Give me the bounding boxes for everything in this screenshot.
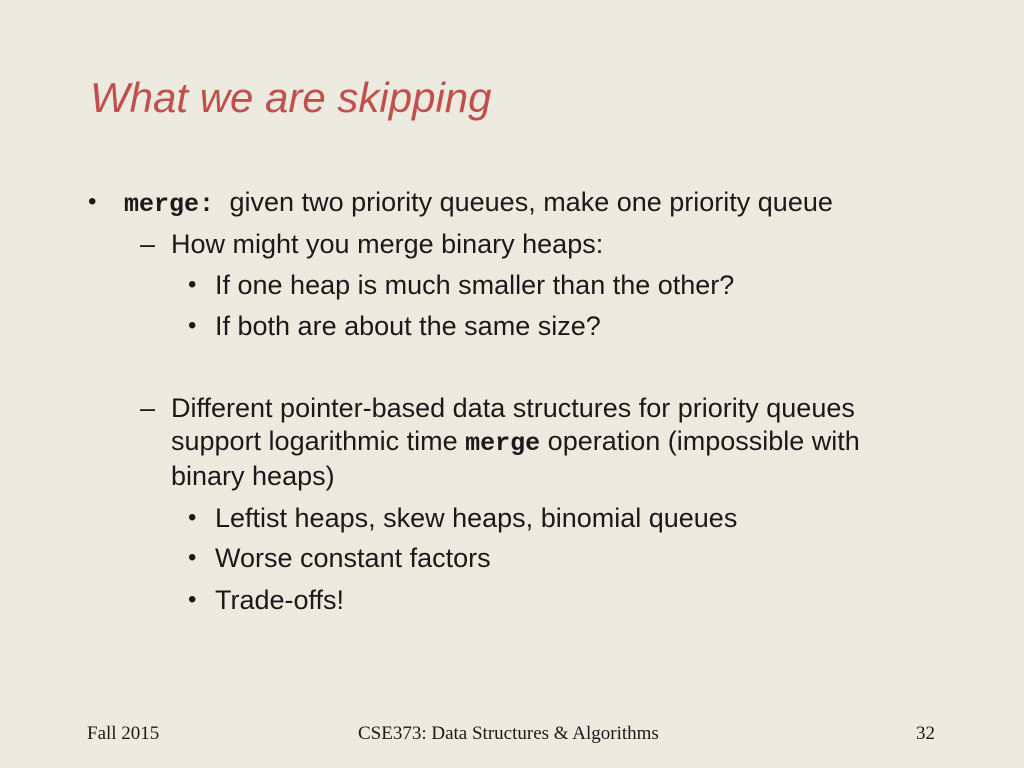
dash-marker: – [140,229,156,259]
footer-course: CSE373: Data Structures & Algorithms [358,723,659,744]
sub2-line2-after: operation (impossible with [547,426,860,456]
sub2-merge-code: merge [465,429,541,458]
sub2-item-2: Trade-offs! [215,585,345,615]
sub2-line3: binary heaps) [171,461,335,491]
bullet-dot: • [188,312,197,339]
sub1-item-1: If both are about the same size? [215,311,601,341]
slide-title: What we are skipping [90,74,492,121]
bullet-dot: • [188,544,197,571]
sub2-item-1: Worse constant factors [215,543,491,573]
bullet-merge [124,186,833,221]
sub2-line2-before: support logarithmic time [171,426,458,456]
bullet-dot: • [188,504,197,531]
bullet-dot: • [188,586,197,613]
sub2-line1: Different pointer-based data structures for priority queues [171,393,855,423]
merge-code: merge: [124,190,215,219]
dash-marker: – [140,393,156,423]
footer-page-number: 32 [916,723,935,744]
sub2-item-0: Leftist heaps, skew heaps, binomial queues [215,503,738,533]
bullet-dot: • [188,271,197,298]
sub2-line2 [171,425,860,460]
footer-date: Fall 2015 [87,723,160,744]
sub1-item-0: If one heap is much smaller than the other? [215,270,735,300]
sub-merge-heaps: How might you merge binary heaps: [171,229,604,259]
bullet-dot: • [88,188,97,215]
merge-description: given two priority queues, make one priority queue [229,187,833,217]
